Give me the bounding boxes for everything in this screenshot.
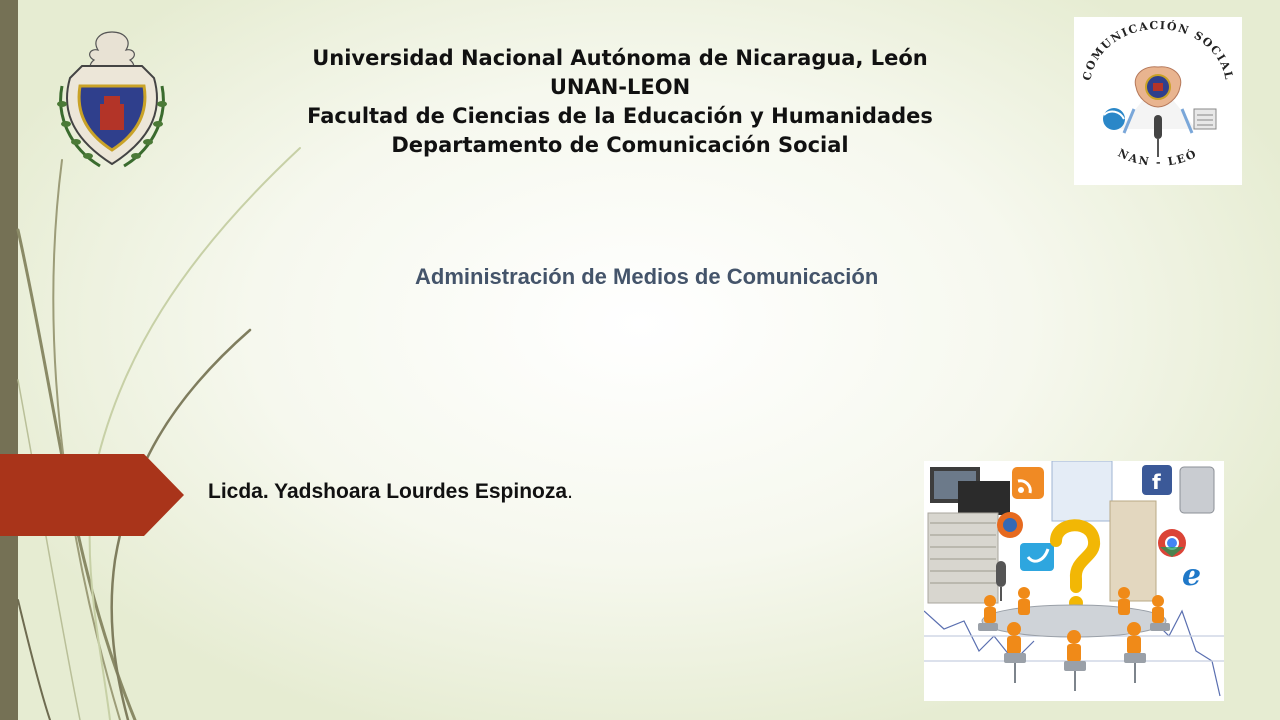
accent-arrow-tab	[0, 454, 184, 536]
faculty-name: Facultad de Ciencias de la Educación y Humanidades	[307, 104, 933, 128]
department-name: Departamento de Comunicación Social	[391, 133, 849, 157]
university-acronym: UNAN-LEON	[549, 75, 691, 99]
author-line	[208, 480, 573, 504]
svg-text:e: e	[1182, 558, 1202, 593]
logo-ring-top-text: COMUNICACIÓN SOCIAL	[1080, 18, 1236, 82]
svg-text:f: f	[1152, 470, 1161, 494]
media-meeting-illustration	[924, 461, 1224, 701]
svg-text:UNAN - LEÓN	[1074, 17, 1200, 169]
logo-ring-bottom-text: NAN - LEÓ	[1115, 146, 1200, 169]
comunicacion-social-logo	[1074, 17, 1242, 185]
author-name: Licda. Yadshoara Lourdes Espinoza	[208, 480, 568, 503]
header-block	[260, 44, 980, 160]
author-punct: .	[567, 480, 573, 503]
subject-title: Administración de Medios de Comunicación	[415, 264, 879, 289]
university-seal-logo	[56, 26, 168, 176]
university-name: Universidad Nacional Autónoma de Nicaragua, León	[312, 46, 928, 70]
